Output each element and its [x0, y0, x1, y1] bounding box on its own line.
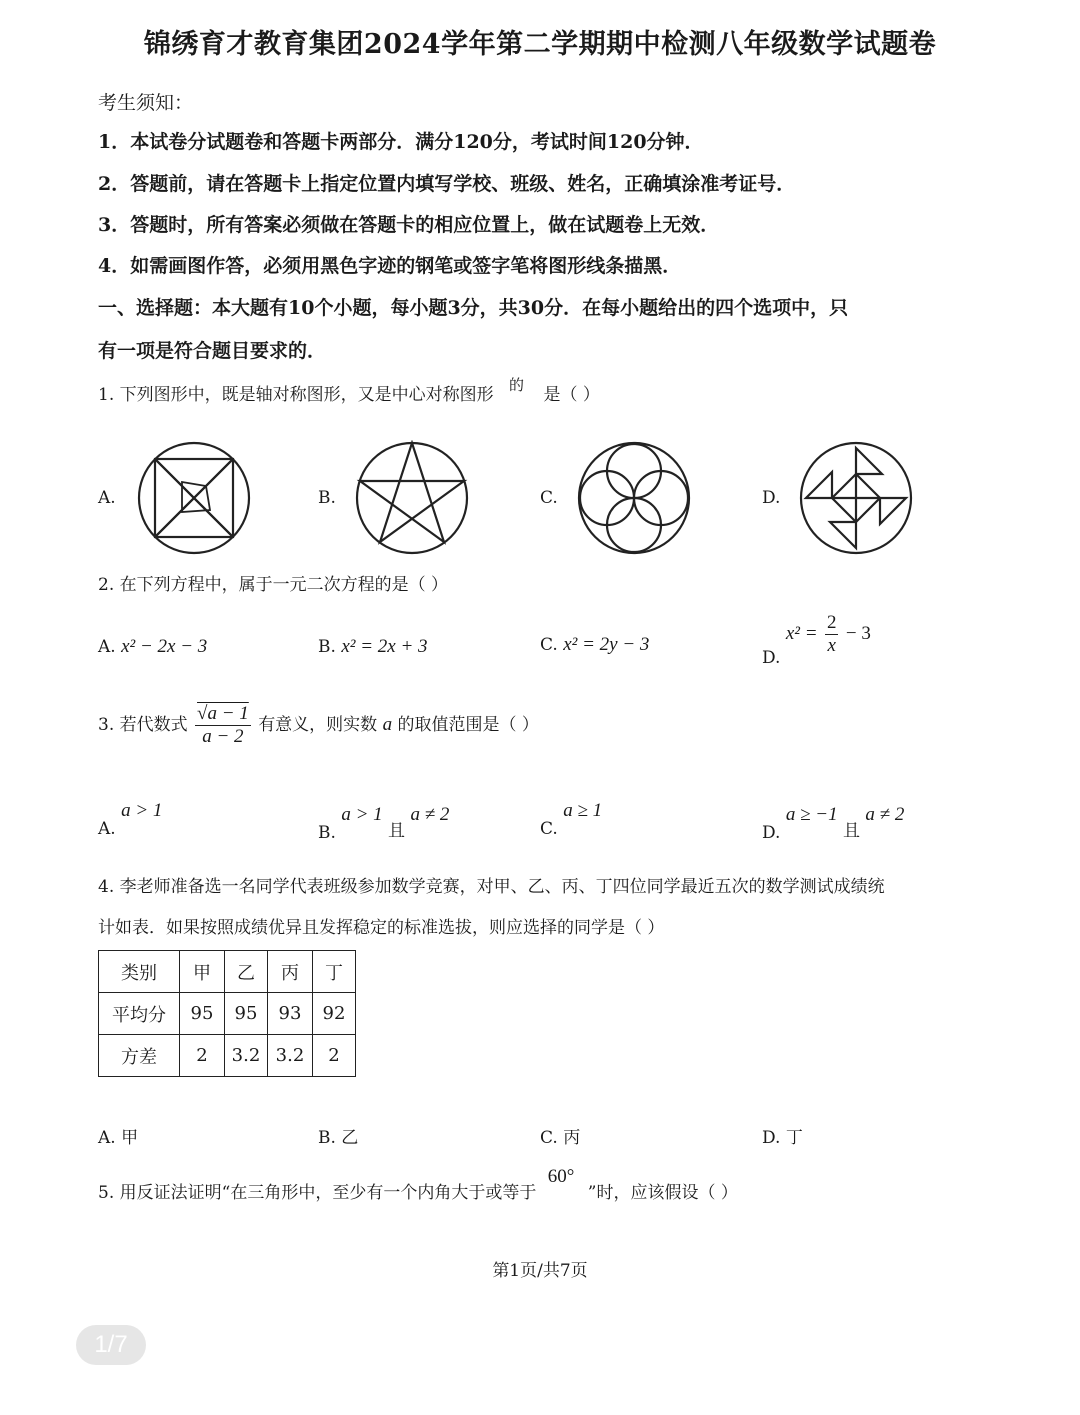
page-indicator[interactable]: 1/7 [76, 1325, 146, 1365]
q3-option-c[interactable] [540, 800, 603, 839]
q2-option-d-fraction [825, 612, 839, 657]
section-heading-cont: 有一项是符合题目要求的． [98, 340, 327, 362]
q2-option-a-label: A. [98, 637, 116, 657]
q5-stem-text: 5. 用反证法证明“在三角形中，至少有一个内角大于或等于 [98, 1183, 537, 1203]
q2-option-d-lhs: x² = [785, 623, 818, 644]
q4-option-b[interactable]: B. 乙 [318, 1128, 359, 1148]
q3-option-a[interactable] [98, 800, 163, 839]
q1-figure-c [576, 440, 692, 556]
q2-option-d[interactable] [762, 612, 871, 668]
q3-option-b-label: B. [318, 823, 336, 843]
q2-option-d-den: x [827, 635, 836, 656]
q5-stem [98, 1166, 738, 1204]
q3-option-b-expr1: a > 1 [341, 804, 383, 825]
exam-title: 锦绣育才教育集团2024学年第二学期期中检测八年级数学试题卷 [143, 29, 937, 60]
q2-stem: 2. 在下列方程中，属于一元二次方程的是（ ） [98, 575, 449, 595]
q3-option-d-label: D. [762, 823, 781, 843]
table-row [99, 1035, 356, 1077]
q3-option-c-expr: a ≥ 1 [563, 800, 603, 821]
q4-stem-line1: 4. 李老师准备选一名同学代表班级参加数学竞赛，对甲、乙、丙、丁四位同学最近五次的数学测试成绩统 [98, 877, 885, 897]
q3-stem [98, 703, 539, 748]
table-cell: 类别 [99, 951, 180, 993]
q3-var: a [382, 714, 393, 735]
q1-option-d-label: D. [762, 488, 781, 508]
q2-option-b-label: B. [318, 637, 336, 657]
q3-option-b-expr2: a ≠ 2 [410, 804, 450, 825]
q1-figure-a [136, 440, 252, 556]
q2-option-b-expr: x² = 2x + 3 [341, 636, 428, 657]
table-cell: 93 [268, 993, 313, 1035]
q2-option-c-label: C. [540, 635, 558, 655]
table-cell: 丙 [268, 951, 313, 993]
table-cell: 方差 [99, 1035, 180, 1077]
q3-frac-num: √a − 1 [197, 703, 249, 724]
table-row [99, 993, 356, 1035]
notice-item: 3．答题时，所有答案必须做在答题卡的相应位置上，做在试题卷上无效． [98, 214, 720, 236]
score-table [98, 950, 356, 1077]
notice-item: 4．如需画图作答，必须用黑色字迹的钢笔或签字笔将图形线条描黑． [98, 255, 682, 277]
q3-option-b[interactable] [318, 800, 450, 843]
q3-stem-end: 的取值范围是（ ） [397, 715, 539, 735]
q3-stem-pre: 3. 若代数式 [98, 715, 188, 735]
q2-option-c[interactable] [540, 634, 649, 656]
q1-option-c-label: C. [540, 488, 558, 508]
table-cell: 95 [180, 993, 225, 1035]
q1-figure-b [354, 440, 470, 556]
q3-frac-den: a − 2 [202, 726, 244, 747]
q1-figure-d [798, 440, 914, 556]
q3-option-b-and: 且 [388, 821, 406, 841]
page-footer: 第1页/共7页 [492, 1261, 588, 1281]
table-header-row [99, 951, 356, 993]
q4-option-a[interactable]: A. 甲 [98, 1128, 139, 1148]
q3-option-a-expr: a > 1 [121, 800, 163, 821]
q1-stem-de: 的 [509, 376, 525, 394]
q3-option-a-label: A. [98, 819, 116, 839]
q3-option-c-label: C. [540, 819, 558, 839]
q2-option-a-expr: x² − 2x − 3 [121, 636, 208, 657]
q4-option-c[interactable]: C. 丙 [540, 1128, 581, 1148]
table-cell: 平均分 [99, 993, 180, 1035]
q3-fraction [195, 703, 251, 748]
q5-angle: 60° [547, 1166, 575, 1187]
notice-item: 1．本试卷分试题卷和答题卡两部分．满分120分，考试时间120分钟． [98, 131, 704, 153]
table-cell: 95 [225, 993, 268, 1035]
q1-stem-text: 1. 下列图形中，既是轴对称图形，又是中心对称图形 [98, 385, 494, 405]
notice-item: 2．答题前，请在答题卡上指定位置内填写学校、班级、姓名，正确填涂准考证号． [98, 173, 796, 195]
q2-option-b[interactable] [318, 636, 428, 658]
table-cell: 乙 [225, 951, 268, 993]
q3-option-d-expr2: a ≠ 2 [865, 804, 905, 825]
section-heading: 一、选择题：本大题有10个小题，每小题3分，共30分．在每小题给出的四个选项中，只 [98, 297, 849, 319]
q3-stem-post: 有意义，则实数 [258, 715, 378, 735]
q4-option-d[interactable]: D. 丁 [762, 1128, 803, 1148]
table-cell: 2 [180, 1035, 225, 1077]
q4-stem-line2: 计如表．如果按照成绩优异且发挥稳定的标准选拔，则应选择的同学是（ ） [98, 918, 665, 938]
q2-option-d-num: 2 [826, 612, 837, 633]
q1-stem-end: 是（ ） [543, 385, 600, 405]
q1-stem [98, 376, 600, 405]
table-cell: 2 [313, 1035, 356, 1077]
table-cell: 丁 [313, 951, 356, 993]
q2-option-d-tail: − 3 [845, 623, 871, 644]
q3-option-d-and: 且 [843, 821, 860, 841]
table-cell: 92 [313, 993, 356, 1035]
q5-stem-end: ”时，应该假设（ ） [587, 1183, 738, 1203]
q1-option-a-label: A. [98, 488, 116, 508]
table-cell: 3.2 [268, 1035, 313, 1077]
notice-heading: 考生须知： [98, 92, 194, 114]
table-cell: 甲 [180, 951, 225, 993]
q2-option-a[interactable] [98, 636, 207, 658]
q2-option-c-expr: x² = 2y − 3 [563, 634, 650, 655]
q3-option-d-expr1: a ≥ −1 [785, 804, 838, 825]
table-cell: 3.2 [225, 1035, 268, 1077]
q2-option-d-label: D. [762, 648, 781, 668]
q3-option-d[interactable] [762, 800, 905, 843]
q1-option-b-label: B. [318, 488, 336, 508]
